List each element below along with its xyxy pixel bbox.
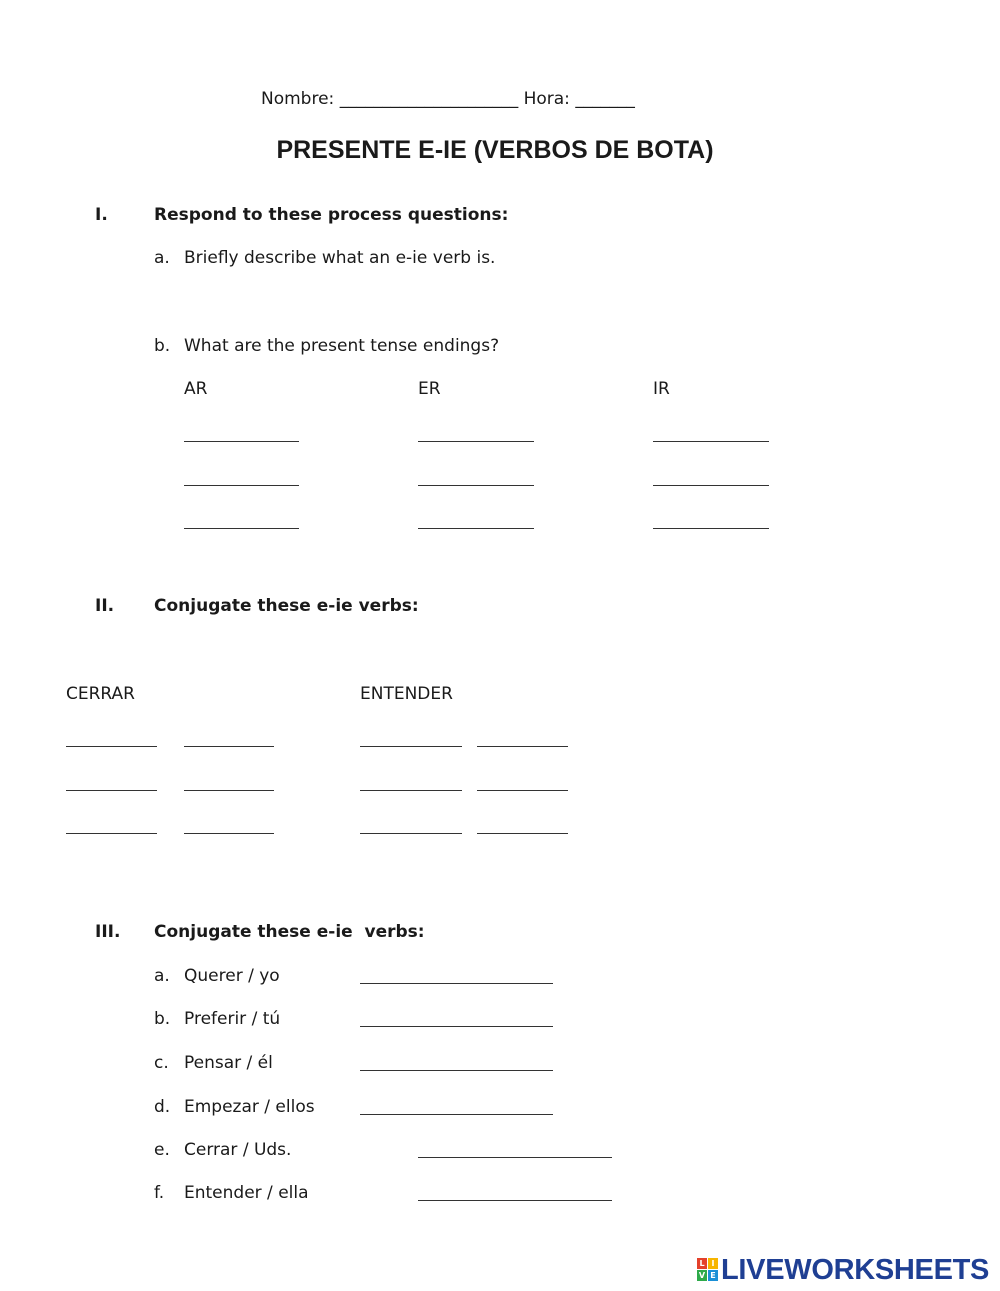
section-3-numeral: III. (95, 922, 121, 942)
nombre-field[interactable]: _____________________ (339, 89, 519, 109)
item-b-prompt: Preferir / tú (184, 1009, 281, 1029)
item-e-letter: e. (154, 1140, 170, 1160)
column-er-label: ER (418, 379, 441, 399)
item-c-prompt: Pensar / él (184, 1053, 273, 1073)
page-title: PRESENTE E-IE (VERBOS DE BOTA) (276, 136, 714, 164)
column-ar-label: AR (184, 379, 208, 399)
hora-field[interactable]: _______ (575, 89, 635, 109)
conjugation-blank[interactable] (477, 790, 568, 791)
item-e-prompt: Cerrar / Uds. (184, 1140, 292, 1160)
logo-text: LIVEWORKSHEETS (721, 1254, 990, 1286)
conjugation-blank[interactable] (477, 833, 568, 834)
logo-mark-icon (697, 1258, 719, 1282)
ending-blank[interactable] (184, 441, 299, 442)
conjugation-blank[interactable] (184, 790, 274, 791)
item-a-prompt: Querer / yo (184, 966, 280, 986)
item-a-letter: a. (154, 966, 170, 986)
ending-blank[interactable] (184, 528, 299, 529)
verb-entender-label: ENTENDER (360, 684, 453, 704)
item-c-letter: c. (154, 1053, 169, 1073)
ending-blank[interactable] (653, 441, 769, 442)
question-b-text: What are the present tense endings? (184, 336, 500, 356)
question-a-text: Briefly describe what an e-ie verb is. (184, 248, 496, 268)
answer-blank[interactable] (360, 1026, 553, 1027)
ending-blank[interactable] (653, 528, 769, 529)
ending-blank[interactable] (418, 485, 534, 486)
hora-label: Hora: (523, 89, 570, 109)
nombre-label: Nombre: (261, 89, 335, 109)
section-2-heading: Conjugate these e-ie verbs: (154, 596, 419, 616)
ending-blank[interactable] (418, 528, 534, 529)
verb-cerrar-label: CERRAR (66, 684, 135, 704)
item-b-letter: b. (154, 1009, 171, 1029)
item-d-prompt: Empezar / ellos (184, 1097, 315, 1117)
conjugation-blank[interactable] (66, 746, 157, 747)
column-ir-label: IR (653, 379, 670, 399)
name-line (261, 89, 635, 109)
conjugation-blank[interactable] (360, 746, 462, 747)
logo-letter-i: I (708, 1258, 718, 1269)
conjugation-blank[interactable] (66, 833, 157, 834)
conjugation-blank[interactable] (360, 790, 462, 791)
logo-letter-e: E (708, 1270, 718, 1281)
conjugation-blank[interactable] (66, 790, 157, 791)
section-1-numeral: I. (95, 205, 108, 225)
logo-letter-v: V (698, 1271, 706, 1280)
conjugation-blank[interactable] (477, 746, 568, 747)
ending-blank[interactable] (418, 441, 534, 442)
item-d-letter: d. (154, 1097, 171, 1117)
question-a-letter: a. (154, 248, 170, 268)
item-f-letter: f. (154, 1183, 165, 1203)
conjugation-blank[interactable] (184, 746, 274, 747)
ending-blank[interactable] (653, 485, 769, 486)
answer-blank[interactable] (418, 1200, 612, 1201)
section-2-numeral: II. (95, 596, 115, 616)
conjugation-blank[interactable] (360, 833, 462, 834)
answer-blank[interactable] (418, 1157, 612, 1158)
item-f-prompt: Entender / ella (184, 1183, 309, 1203)
answer-blank[interactable] (360, 983, 553, 984)
section-3-heading: Conjugate these e-ie verbs: (154, 922, 425, 942)
question-b-letter: b. (154, 336, 171, 356)
logo-letter-l: L (697, 1258, 707, 1269)
ending-blank[interactable] (184, 485, 299, 486)
section-1-heading: Respond to these process questions: (154, 205, 509, 225)
conjugation-blank[interactable] (184, 833, 274, 834)
answer-blank[interactable] (360, 1070, 553, 1071)
answer-blank[interactable] (360, 1114, 553, 1115)
